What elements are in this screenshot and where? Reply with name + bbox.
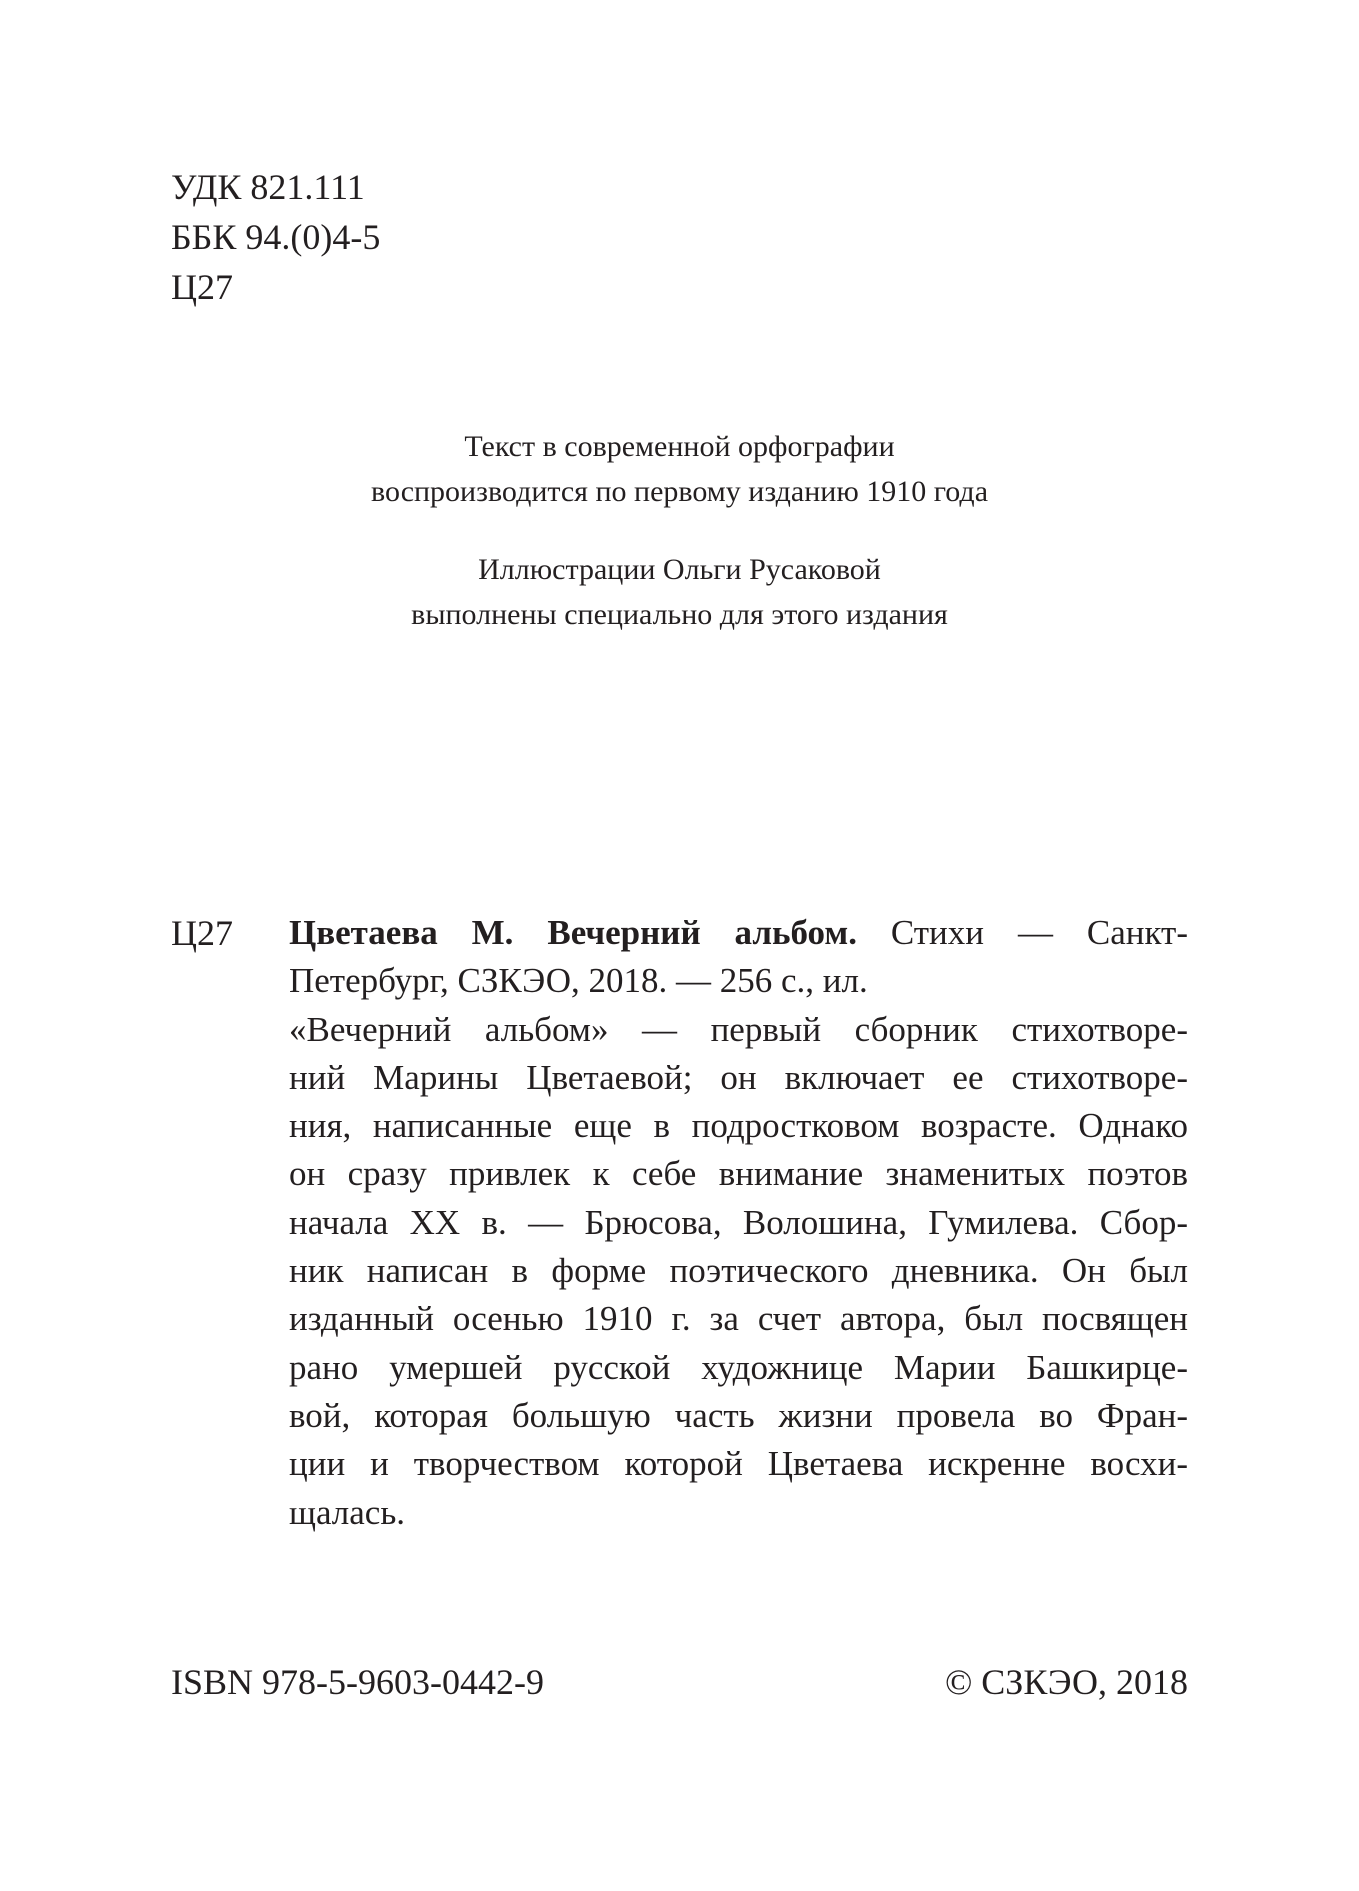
illustrations-note [171, 547, 1188, 637]
catalog-entry-heading-rest: Стихи — Санкт- [856, 913, 1188, 952]
annotation-line: ний Марины Цветаевой; он включает ее стихотворе- [289, 1057, 1188, 1097]
bbk-code: ББК 94.(0)4-5 [171, 217, 381, 257]
annotation-line: он сразу привлек к себе внимание знаменитых поэтов [289, 1154, 1188, 1194]
annotation-line: щалась. [289, 1492, 406, 1532]
isbn: ISBN 978-5-9603-0442-9 [171, 1662, 544, 1702]
annotation-line: ник написан в форме поэтического дневника. Он был [289, 1251, 1188, 1291]
annotation-line: «Вечерний альбом» — первый сборник стихотворе- [289, 1009, 1188, 1049]
copyright-notice: © СЗКЭО, 2018 [944, 1662, 1188, 1702]
orthography-note [171, 424, 1188, 514]
author-sign: Ц27 [171, 267, 233, 307]
annotation-line: изданный осенью 1910 г. за счет автора, был посвящен [289, 1299, 1188, 1339]
annotation-line: вой, которая большую часть жизни провела во Фран- [289, 1395, 1188, 1435]
catalog-entry-annotation [289, 1006, 1188, 1537]
annotation-line: ния, написанные еще в подростковом возрасте. Однако [289, 1106, 1188, 1146]
illustrations-note-line: Иллюстрации Ольги Русаковой [478, 553, 881, 586]
classification-codes [171, 162, 380, 312]
catalog-entry-code: Ц27 [171, 913, 233, 953]
illustrations-note-line: выполнены специально для этого издания [411, 598, 948, 631]
udk-code: УДК 821.111 [171, 167, 365, 207]
orthography-note-line: Текст в современной орфографии [464, 430, 895, 463]
annotation-line: ции и творчеством которой Цветаева искренне восхи- [289, 1444, 1188, 1484]
annotation-line: рано умершей русской художнице Марии Башкирце- [289, 1347, 1188, 1387]
catalog-entry-heading [289, 909, 1188, 957]
catalog-entry-title: Цветаева М. Вечерний альбом. [289, 913, 857, 952]
annotation-line: начала XX в. — Брюсова, Волошина, Гумилева. Сбор- [289, 1202, 1188, 1242]
catalog-entry-imprint: Петербург, СЗКЭО, 2018. — 256 с., ил. [289, 961, 868, 1001]
catalog-entry [289, 909, 1188, 1537]
orthography-note-line: воспроизводится по первому изданию 1910 года [370, 475, 989, 508]
